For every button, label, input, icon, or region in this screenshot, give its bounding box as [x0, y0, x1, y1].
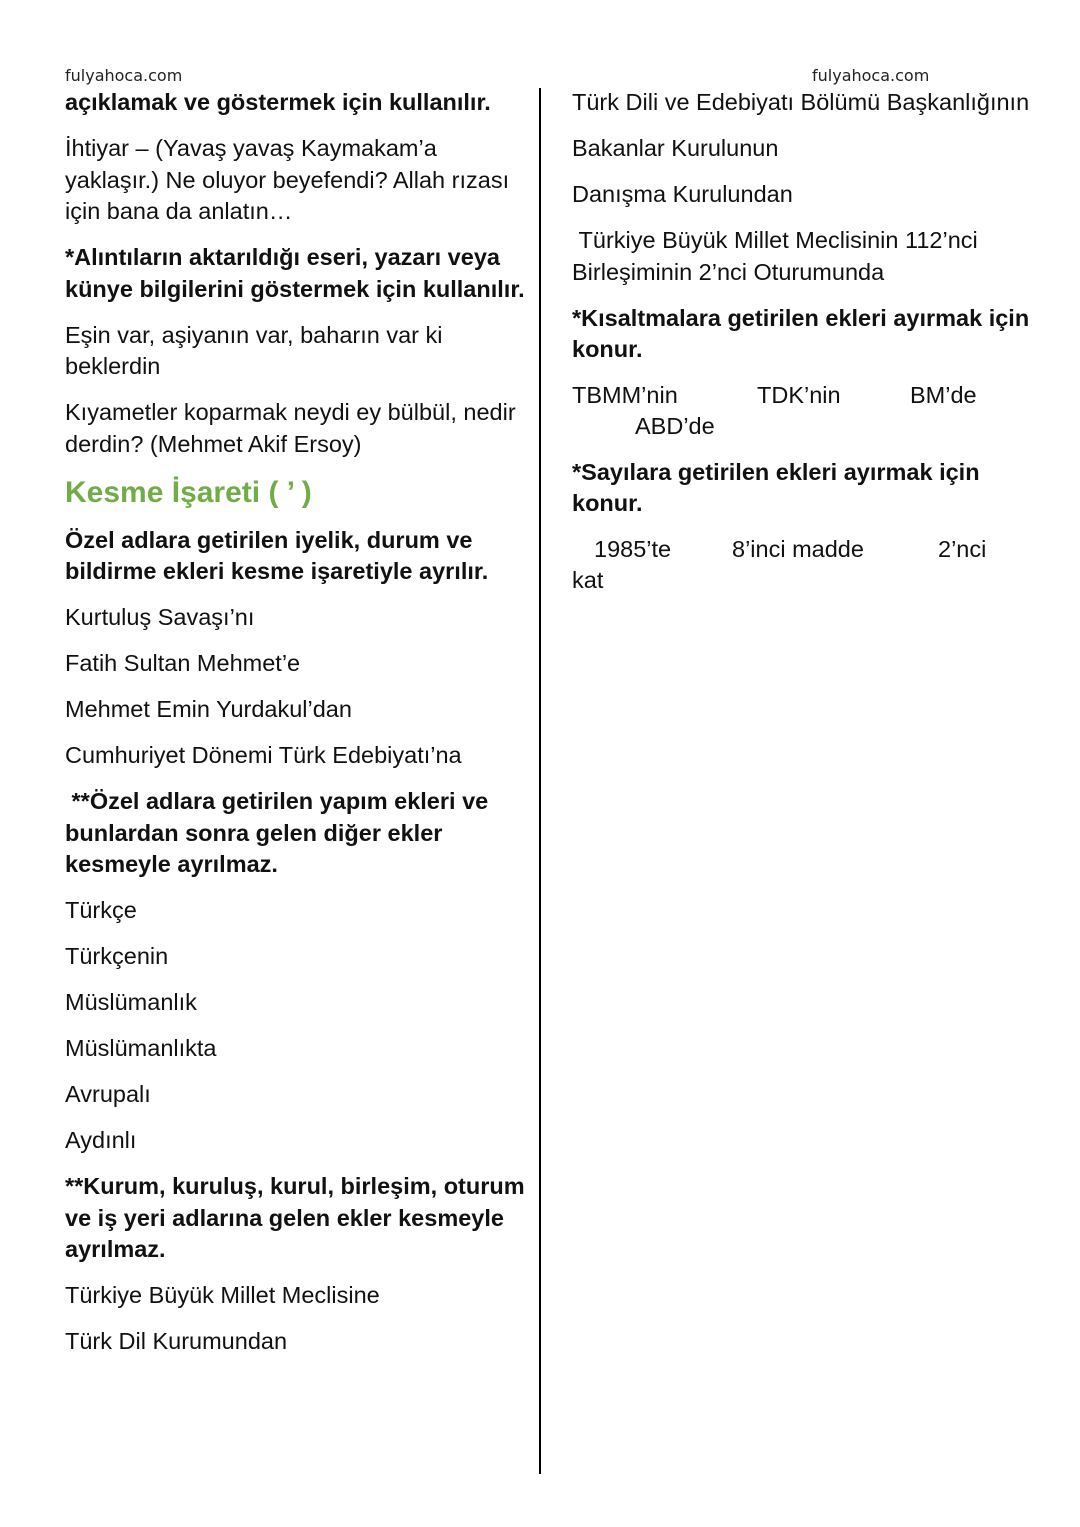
abbreviation-example: TBMM’nin	[572, 382, 678, 408]
number-row	[572, 534, 1032, 565]
abbreviation-example: BM’de	[910, 382, 977, 408]
example-text: İhtiyar – (Yavaş yavaş Kaymakam’a yaklaşır.) Ne oluyor beyefendi? Allah rızası için bana da anlatın…	[65, 135, 510, 224]
example-item: Türk Dili ve Edebiyatı Bölümü Başkanlığının	[572, 89, 1030, 115]
abbreviation-row	[572, 380, 1032, 411]
number-example: 8’inci madde	[732, 536, 864, 562]
example-item: Bakanlar Kurulunun	[572, 135, 779, 161]
number-example: 2’nci	[938, 536, 987, 562]
column-divider	[539, 88, 541, 1474]
rule-text: **Kurum, kuruluş, kurul, birleşim, oturum ve iş yeri adlarına gelen ekler kesmeyle ayrılmaz.	[65, 1173, 525, 1262]
rule-text: *Alıntıların aktarıldığı eseri, yazarı veya künye bilgilerini göstermek için kullanılır.	[65, 244, 525, 302]
example-item: Türkiye Büyük Millet Meclisine	[65, 1282, 380, 1308]
abbreviation-example: ABD’de	[635, 413, 715, 439]
example-item: Mehmet Emin Yurdakul’dan	[65, 696, 352, 722]
example-item: Cumhuriyet Dönemi Türk Edebiyatı’na	[65, 742, 462, 768]
rule-text: *Kısaltmalara getirilen ekleri ayırmak için konur.	[572, 304, 1030, 362]
site-url-left: fulyahoca.com	[65, 66, 183, 85]
rule-text: *Sayılara getirilen ekleri ayırmak için konur.	[572, 458, 980, 516]
section-heading: Kesme İşareti ( ’ )	[65, 475, 312, 509]
example-item: Kurtuluş Savaşı’nı	[65, 604, 255, 630]
example-item: Avrupalı	[65, 1081, 151, 1107]
site-url-right: fulyahoca.com	[812, 66, 930, 85]
number-row	[572, 565, 1032, 596]
example-item: Türkçenin	[65, 943, 169, 969]
example-item: Danışma Kurulundan	[572, 181, 793, 207]
example-text: Kıyametler koparmak neydi ey bülbül, nedir derdin? (Mehmet Akif Ersoy)	[65, 399, 516, 457]
rule-text: Özel adlara getirilen iyelik, durum ve bildirme ekleri kesme işaretiyle ayrılır.	[65, 526, 489, 584]
abbreviation-example: TDK’nin	[757, 382, 841, 408]
example-item: Türk Dil Kurumundan	[65, 1328, 288, 1354]
rule-text: **Özel adlara getirilen yapım ekleri ve bunlardan sonra gelen diğer ekler kesmeyle ayrılmaz.	[65, 788, 495, 877]
left-column	[65, 87, 525, 1372]
rule-text: açıklamak ve göstermek için kullanılır.	[65, 89, 491, 115]
number-example: 1985’te	[594, 536, 672, 562]
example-item: Türkiye Büyük Millet Meclisinin 112’nci Birleşiminin 2’nci Oturumunda	[572, 227, 985, 285]
example-item: Türkçe	[65, 897, 137, 923]
abbreviation-row	[572, 411, 1032, 442]
example-text: Eşin var, aşiyanın var, baharın var ki beklerdin	[65, 321, 443, 379]
right-column	[572, 87, 1032, 596]
example-item: Fatih Sultan Mehmet’e	[65, 650, 301, 676]
number-example: kat	[572, 567, 604, 593]
example-item: Müslümanlık	[65, 989, 197, 1015]
example-item: Müslümanlıkta	[65, 1035, 217, 1061]
example-item: Aydınlı	[65, 1127, 137, 1153]
